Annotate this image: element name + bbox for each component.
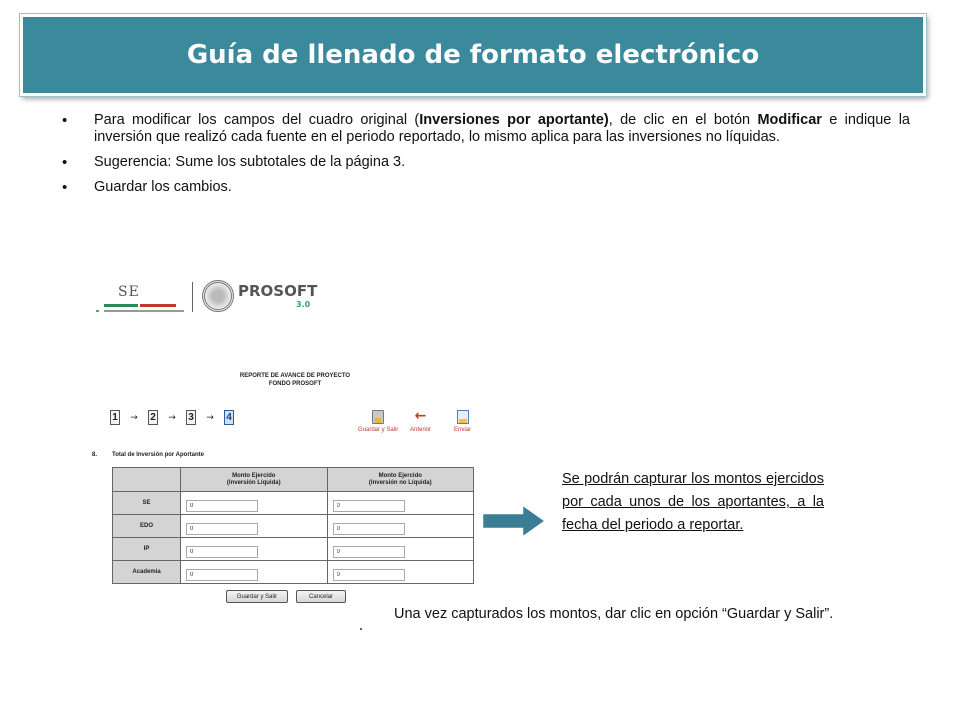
column-header-non-liquid: Monto Ejercido (Inversión no Líquida) [327, 468, 474, 492]
send-icon [457, 410, 469, 424]
logo-mark [96, 310, 99, 312]
decorative-dot [360, 628, 362, 630]
table-row [113, 538, 474, 561]
back-arrow-icon: ← [414, 408, 427, 424]
report-title-line1: REPORTE DE AVANCE DE PROYECTO [239, 373, 351, 379]
table-header-row [113, 468, 474, 492]
section-heading [92, 452, 204, 458]
se-non-liquid-input[interactable] [333, 500, 405, 512]
toolbar-back-label: Anterior [410, 427, 432, 433]
prosoft-logo: PROSOFT [238, 282, 318, 300]
instruction-list [62, 112, 910, 204]
instruction-item-suggestion: • Sugerencia: Sume los subtotales de la página 3. [62, 154, 910, 171]
toolbar-send[interactable] [454, 410, 471, 433]
arrow-right-icon: → [206, 412, 214, 423]
section-title: Total de Inversión por Aportante [112, 452, 205, 458]
academia-non-liquid-input[interactable] [333, 569, 405, 581]
table-row [113, 492, 474, 515]
table-row [113, 515, 474, 538]
logo-divider [192, 282, 193, 312]
row-label-ip: IP [113, 538, 181, 561]
se-logo-subline [104, 310, 184, 312]
logo-strip [96, 276, 320, 316]
investment-table [112, 467, 474, 584]
ip-liquid-input[interactable] [186, 546, 258, 558]
save-exit-note: Una vez capturados los montos, dar clic en opción “Guardar y Salir”. [394, 606, 834, 622]
toolbar-send-label: Enviar [454, 427, 472, 433]
step-4-button[interactable]: 4 [224, 410, 234, 425]
arrow-right-icon: → [130, 412, 138, 423]
se-liquid-input[interactable] [186, 500, 258, 512]
row-label-se: SE [113, 492, 181, 515]
title-banner [20, 14, 926, 96]
se-logo-green-bar [104, 304, 138, 307]
report-heading [200, 372, 390, 388]
row-label-academia: Academia [113, 561, 181, 584]
column-header-liquid: Monto Ejercido (Inversión Líquida) [181, 468, 328, 492]
row-label-edo: EDO [113, 515, 181, 538]
instruction-item-modify: • Para modificar los campos del cuadro original (Inversiones por aportante), de clic en el botón Modificar e indique la inversión que realizó cada fuente en el periodo reportado, lo mismo aplica para las inversiones no líquidas. [62, 112, 910, 146]
instruction-item-save: • Guardar los cambios. [62, 179, 910, 196]
table-corner-cell [113, 468, 181, 492]
save-exit-button[interactable]: Guardar y Salir [226, 590, 288, 603]
step-2-button[interactable]: 2 [148, 410, 158, 425]
report-title-line2: FONDO PROSOFT [268, 381, 322, 387]
cancel-button[interactable]: Cancelar [296, 590, 346, 603]
toolbar-save-exit[interactable] [358, 410, 398, 433]
pointer-arrow-icon [478, 500, 550, 542]
step-3-button[interactable]: 3 [186, 410, 196, 425]
se-logo-text: SE [118, 284, 140, 300]
save-icon [372, 410, 384, 424]
toolbar-back[interactable] [410, 410, 431, 433]
se-logo [104, 284, 182, 312]
step-navigation [110, 410, 234, 425]
edo-non-liquid-input[interactable] [333, 523, 405, 535]
national-seal-icon [202, 280, 234, 312]
edo-liquid-input[interactable] [186, 523, 258, 535]
section-number: 8. [92, 452, 98, 458]
se-logo-red-bar [140, 304, 176, 307]
prosoft-version: 3.0 [296, 300, 311, 309]
step-1-button[interactable]: 1 [110, 410, 120, 425]
toolbar-save-exit-label: Guardar y Salir [358, 427, 399, 433]
ip-non-liquid-input[interactable] [333, 546, 405, 558]
callout-text: Se podrán capturar los montos ejercidos por cada unos de los aportantes, a la fecha del periodo a reportar. [562, 471, 824, 533]
form-actions [226, 590, 346, 603]
table-row [113, 561, 474, 584]
report-toolbar [358, 410, 478, 440]
page-title: Guía de llenado de formato electrónico [186, 40, 760, 70]
academia-liquid-input[interactable] [186, 569, 258, 581]
arrow-right-icon: → [168, 412, 176, 423]
